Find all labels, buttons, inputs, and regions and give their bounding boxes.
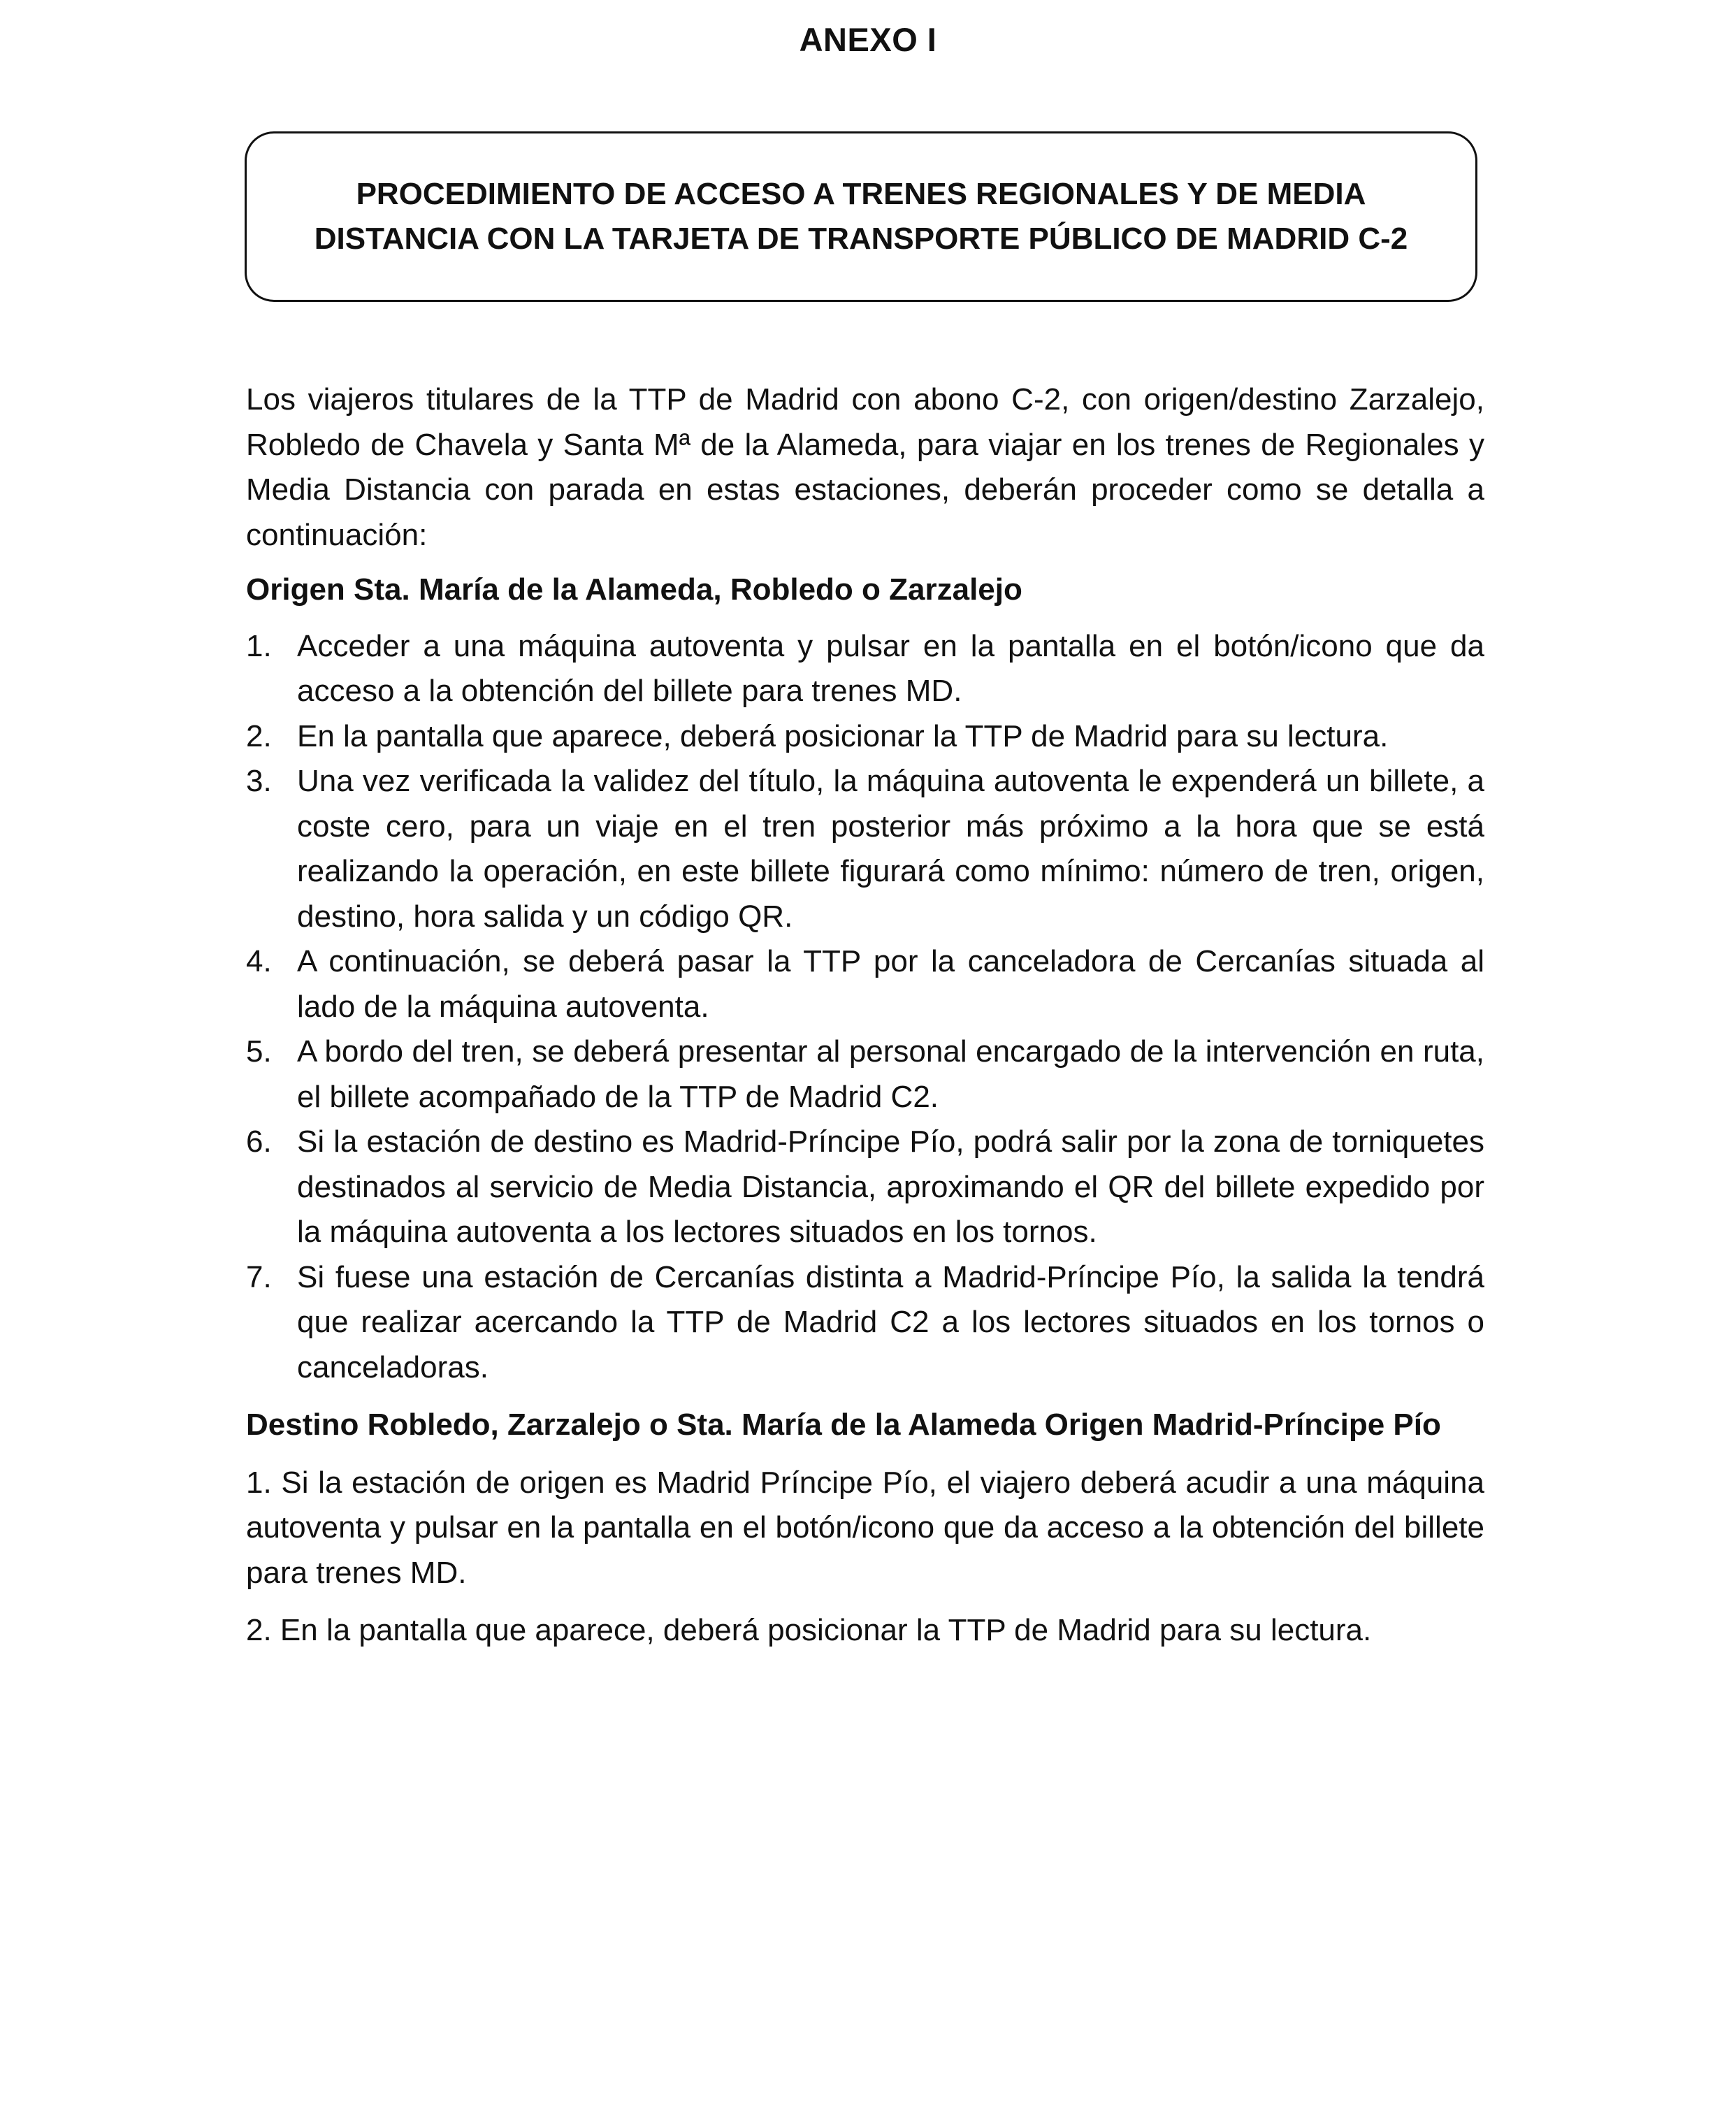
list-item-text: Acceder a una máquina autoventa y pulsar en la pantalla en el botón/icono que da acceso a la obtención del billete para trenes MD. [297, 628, 1484, 708]
list-item-number: 5. [246, 1034, 272, 1069]
destination-step-paragraph: 2. En la pantalla que aparece, deberá posicionar la TTP de Madrid para su lectura. [246, 1613, 1372, 1647]
list-item [246, 939, 1484, 1029]
list-item-number: 7. [246, 1259, 272, 1294]
list-item-text: Si fuese una estación de Cercanías distinta a Madrid-Príncipe Pío, la salida la tendrá que realizar acercando la TTP de Madrid C2 a los lectores situados en los tornos o canceladoras. [297, 1259, 1484, 1384]
list-item-text: A bordo del tren, se deberá presentar al personal encargado de la intervención en ruta, el billete acompañado de la TTP de Madrid C2. [297, 1034, 1484, 1114]
procedure-title: PROCEDIMIENTO DE ACCESO A TRENES REGIONALES Y DE MEDIA DISTANCIA CON LA TARJETA DE TRANSPORTE PÚBLICO DE MADRID C-2 [314, 177, 1408, 256]
section-heading-origin: Origen Sta. María de la Alameda, Robledo o Zarzalejo [246, 572, 1022, 607]
list-item [246, 759, 1484, 939]
boxed-title-frame [245, 131, 1477, 302]
list-item-number: 4. [246, 944, 272, 978]
list-item-text: A continuación, se deberá pasar la TTP por la canceladora de Cercanías situada al lado de la máquina autoventa. [297, 944, 1484, 1024]
annex-title: ANEXO I [799, 21, 937, 58]
list-item [246, 714, 1484, 760]
list-item-text: Una vez verificada la validez del título, la máquina autoventa le expenderá un billete, a coste cero, para un viaje en el tren posterior más próximo a la hora que se está realizando la operación, en este billete figurará como mínimo: número de tren, origen, destino, hora salida y un código QR. [297, 764, 1484, 934]
section-heading-destination: Destino Robledo, Zarzalejo o Sta. María de la Alameda Origen Madrid-Príncipe Pío [246, 1408, 1441, 1442]
list-item [246, 624, 1484, 714]
list-item-text: En la pantalla que aparece, deberá posicionar la TTP de Madrid para su lectura. [297, 718, 1389, 753]
list-item [246, 1255, 1484, 1391]
list-item-text: Si la estación de destino es Madrid-Príncipe Pío, podrá salir por la zona de torniquetes destinados al servicio de Media Distancia, aproximando el QR del billete expedido por la máquina autoventa a los lectores situados en los tornos. [297, 1124, 1484, 1249]
list-item-number: 2. [246, 718, 272, 753]
list-item [246, 1120, 1484, 1255]
list-item-number: 1. [246, 628, 272, 663]
origin-steps-list [246, 624, 1484, 1391]
list-item-number: 3. [246, 764, 272, 798]
destination-step-paragraph: 1. Si la estación de origen es Madrid Príncipe Pío, el viajero deberá acudir a una máquina autoventa y pulsar en la pantalla en el botón/icono que da acceso a la obtención del billete para trenes MD. [246, 1465, 1484, 1590]
list-item [246, 1029, 1484, 1120]
document-body [246, 377, 1484, 1654]
intro-paragraph: Los viajeros titulares de la TTP de Madrid con abono C-2, con origen/destino Zarzalejo, Robledo de Chavela y Santa Mª de la Alameda, para viajar en los trenes de Regionales y Media Distancia con parada en estas estaciones, deberán proceder como se detalla a continuación: [246, 382, 1484, 552]
list-item-number: 6. [246, 1124, 272, 1159]
